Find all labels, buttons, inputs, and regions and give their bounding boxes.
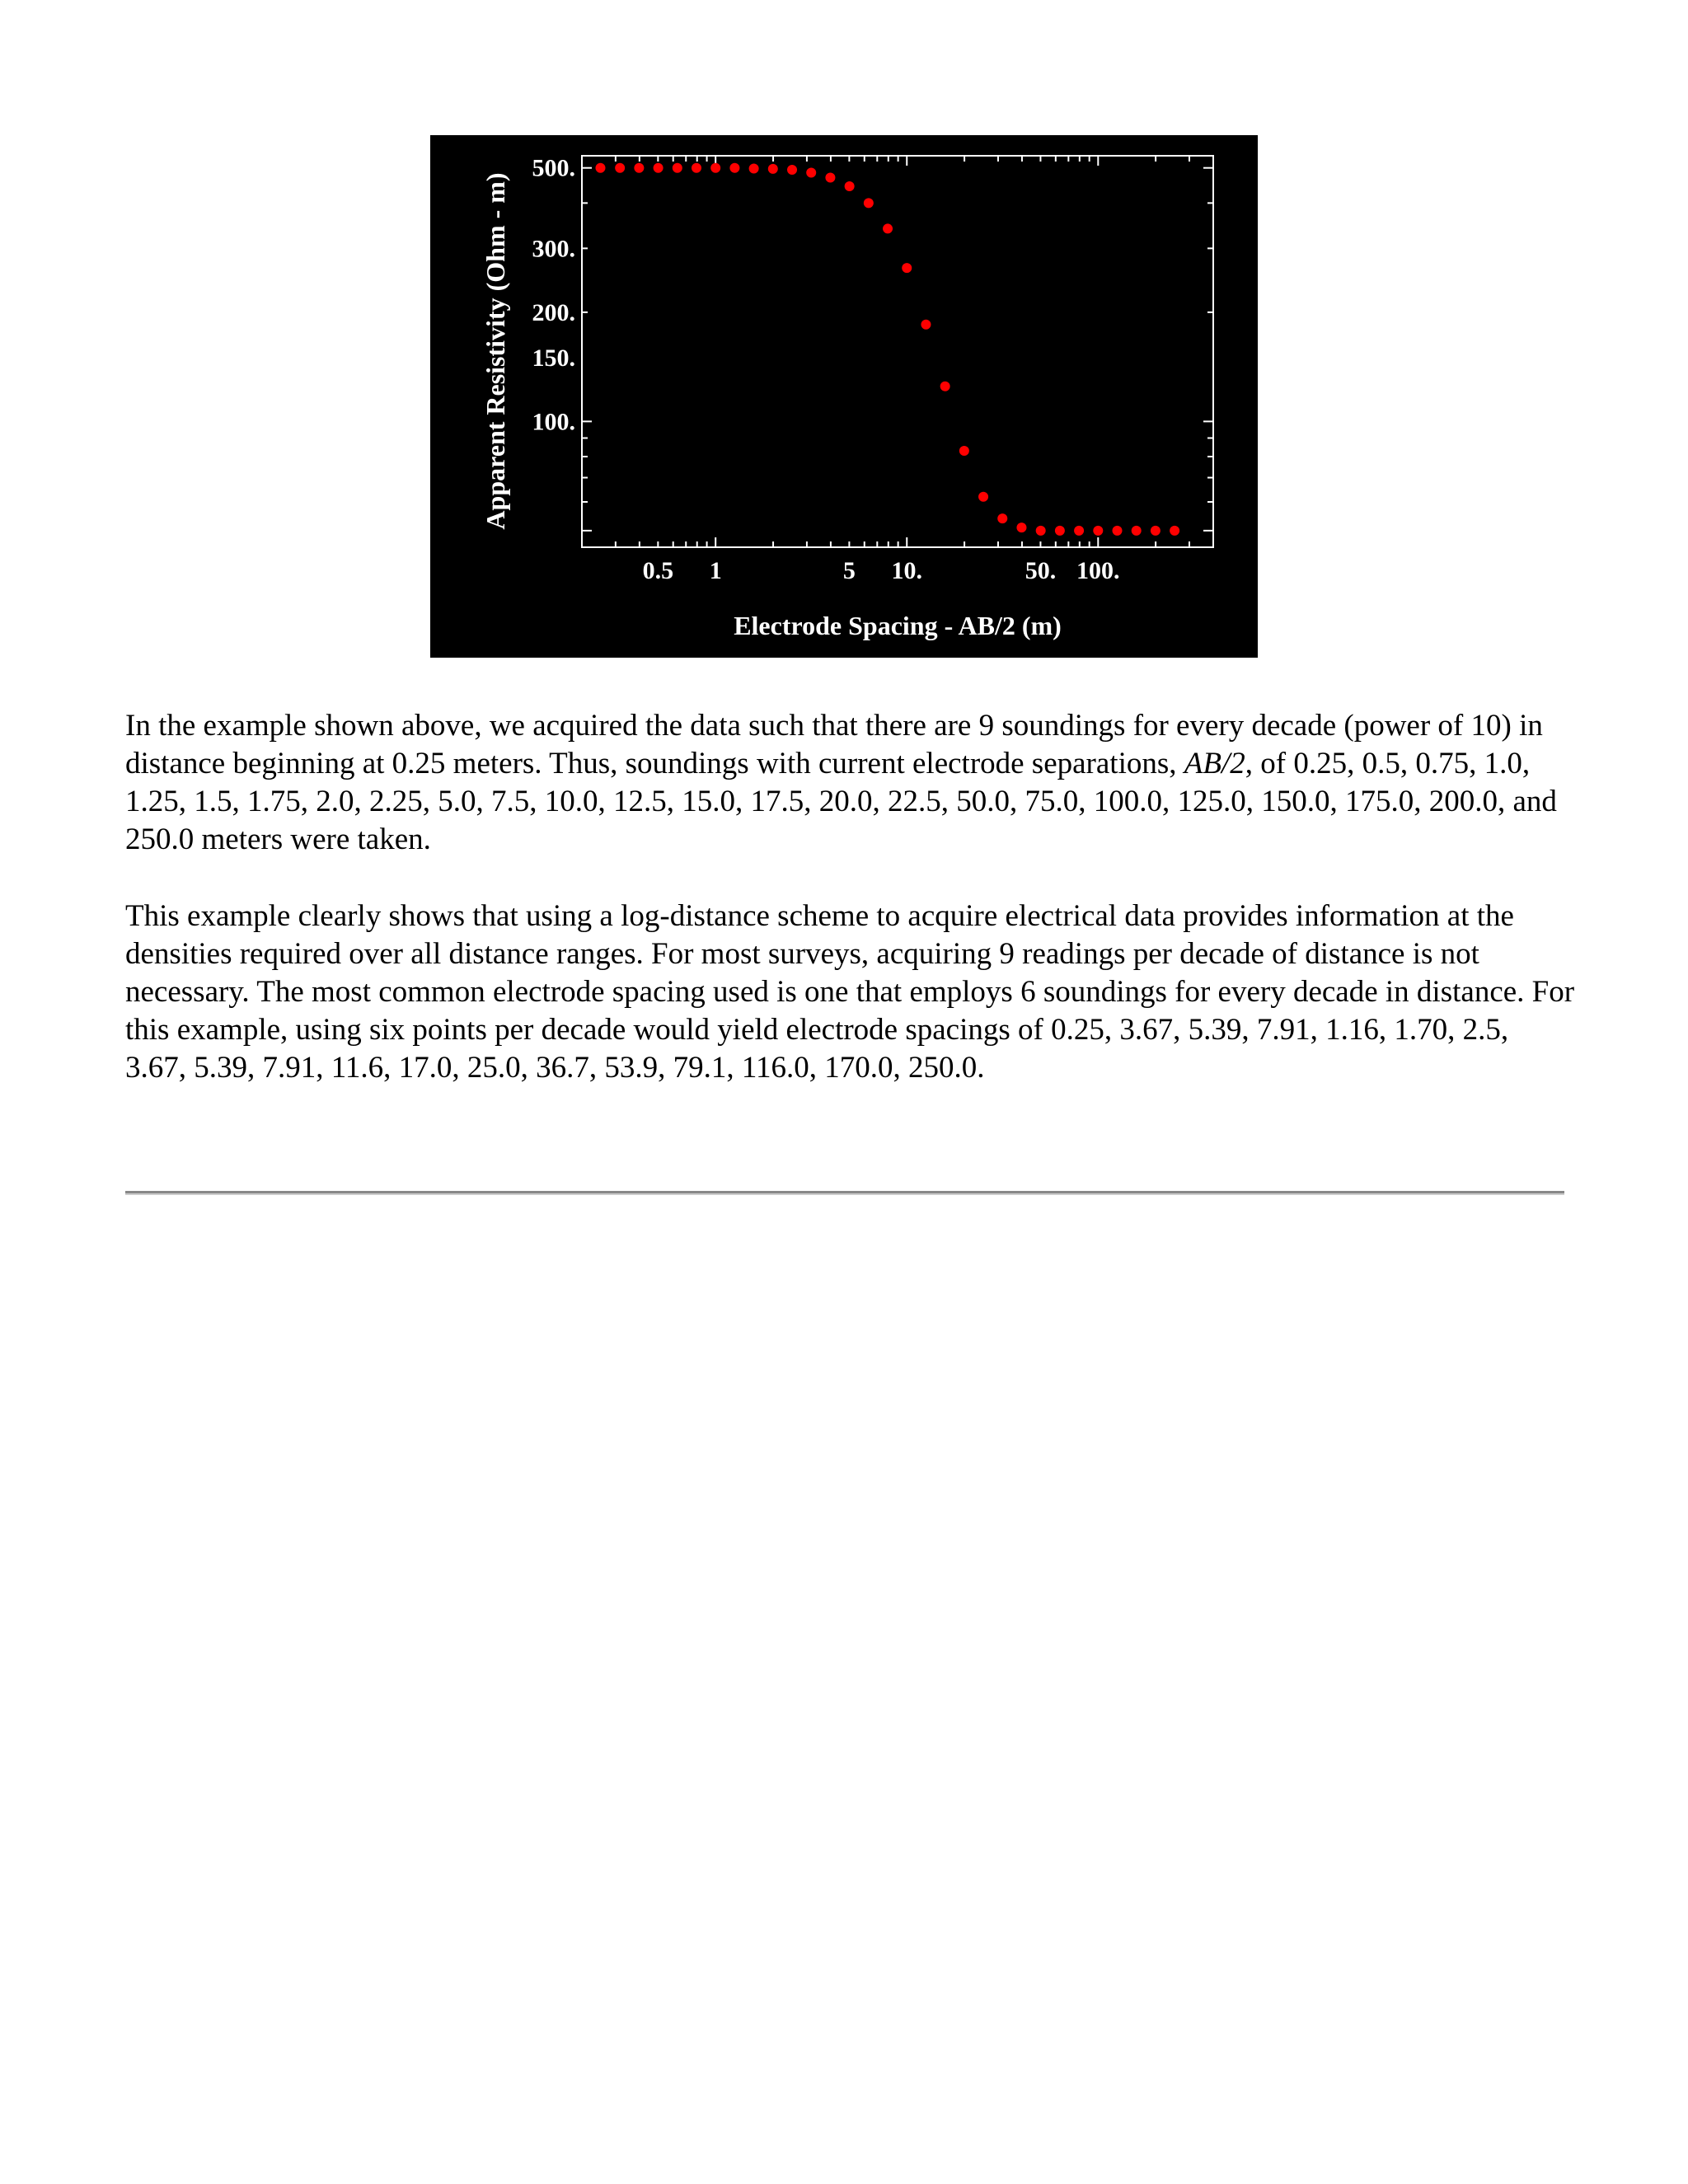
data-point [1113,526,1123,536]
data-point [902,263,912,273]
data-point [1016,523,1026,532]
data-point [749,163,759,173]
y-tick-label: 300. [532,235,575,263]
data-point [692,163,701,173]
paragraph-1-text-b: , of 0.25, 0.5, 0.75, 1.0, 1.25, 1.5, 1.75, 2.0, 2.25, 5.0, 7.5, 10.0, 12.5, 15.0, 17.5, 20.0, 22.5, 50.0, 75.0, 100.0, 125.0, 150.0, 175.0, 200.0, and 250.0 meters were taken. [125,747,1557,856]
paragraph-2-text: This example clearly shows that using a log-distance scheme to acquire electrical data provides information at the densities required over all distance ranges. For most surveys, acquiring 9 readings per decade of distance is not necessary. The most common electrode spacing used is one that employs 6 soundings for every decade in distance. For this example, using six points per decade would yield electrode spacings of 0.25, 3.67, 5.39, 7.91, 1.16, 1.70, 2.5, 3.67, 5.39, 7.91, 11.6, 17.0, 25.0, 36.7, 53.9, 79.1, 116.0, 170.0, 250.0. [125,899,1575,1085]
data-point [921,320,931,330]
data-point [978,492,988,502]
chart-svg [430,135,1258,658]
data-point [1151,526,1160,536]
resistivity-chart [430,135,1258,658]
data-point [825,173,835,183]
x-tick-label: 0.5 [642,557,674,584]
data-point [595,163,605,173]
data-point [997,513,1007,523]
data-point [1055,526,1065,536]
data-point [940,382,950,391]
x-axis-label: Electrode Spacing - AB/2 (m) [734,611,1062,640]
y-tick-label: 500. [532,154,575,182]
paragraph-1-text-a: In the example shown above, we acquired the data such that there are 9 soundings for every decade (power of 10) in distance beginning at 0.25 meters. Thus, soundings with current electrode separations, [125,709,1543,780]
data-point [1074,526,1084,536]
x-tick-label: 5 [842,557,856,584]
y-tick-label: 200. [532,298,575,326]
data-point [615,163,625,173]
data-point [1170,526,1179,536]
paragraph-1-italic-ab2: AB/2 [1184,747,1245,780]
x-tick-label: 1 [709,557,722,584]
y-tick-label: 150. [532,344,575,372]
data-point [673,163,682,173]
data-point [959,446,969,456]
data-point [768,164,778,174]
data-point [634,163,644,173]
y-tick-label: 100. [532,408,575,436]
paragraph-log-distance [125,898,1576,1087]
x-tick-label: 10. [891,557,922,584]
data-point [1093,526,1103,536]
data-point [654,163,663,173]
paragraph-soundings [125,707,1576,859]
data-point [710,163,720,173]
data-point [845,181,855,191]
data-point [1132,526,1142,536]
x-tick-label: 100. [1076,557,1120,584]
data-point [729,163,739,173]
y-axis-label: Apparent Resistivity (Ohm - m) [481,172,510,530]
x-tick-label: 50. [1025,557,1057,584]
data-point [864,198,874,208]
data-point [1036,526,1046,536]
horizontal-rule [125,1191,1564,1195]
data-point [787,165,797,175]
data-point [883,223,893,233]
data-point [806,168,816,178]
